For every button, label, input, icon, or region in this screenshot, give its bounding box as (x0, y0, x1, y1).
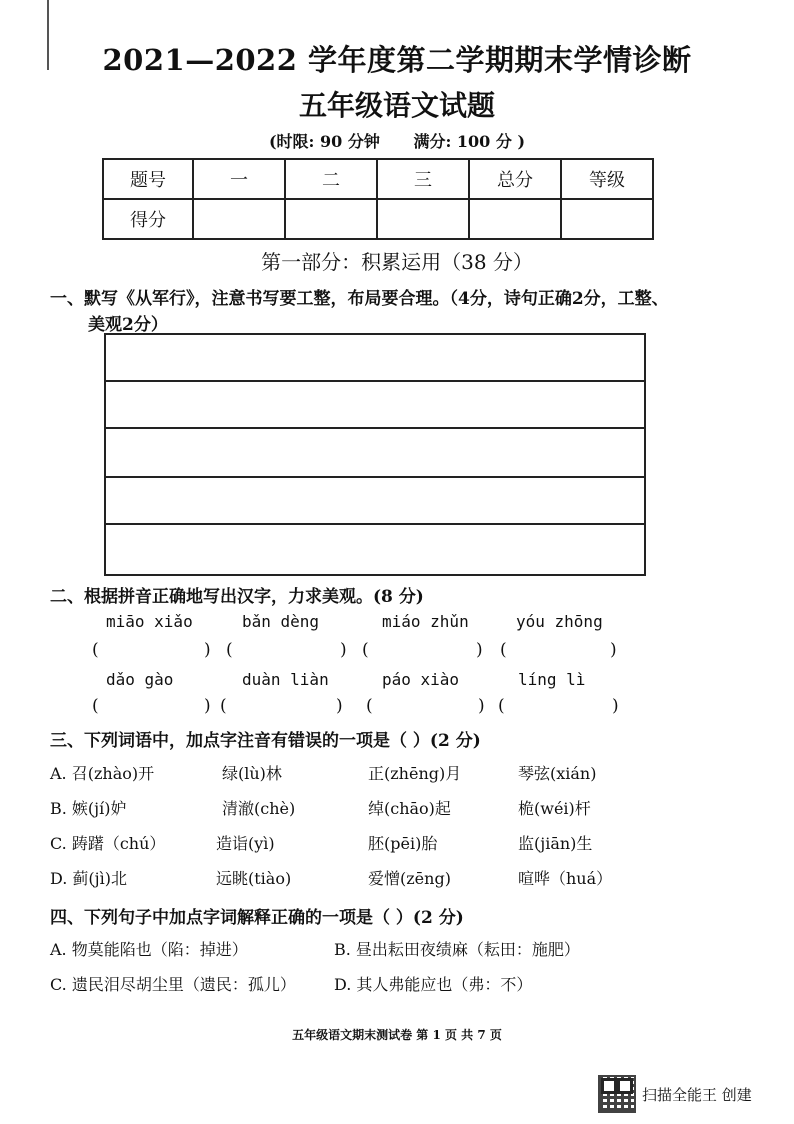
question-4-title: 四、下列句子中加点字词解释正确的一项是（ ）(2 分) (50, 908, 464, 928)
option-cell: C. 遗民泪尽胡尘里（遗民：孤儿） (50, 975, 296, 994)
table-cell: 一 (193, 159, 285, 199)
paren-close: ) (612, 696, 619, 716)
scanner-watermark (598, 1076, 752, 1112)
option-cell: 绰(chāo)起 (368, 799, 451, 818)
option-cell: 清澈(chè) (222, 799, 296, 818)
part-heading: 第一部分：积累运用（38 分） (261, 250, 533, 274)
writing-area[interactable] (104, 333, 646, 576)
pinyin: miāo xiǎo (106, 612, 193, 631)
table-cell: 得分 (103, 199, 193, 239)
question-3-title: 三、下列词语中，加点字注音有错误的一项是（ ）(2 分) (50, 731, 481, 751)
paren-close: ) (204, 696, 211, 716)
time-limit: (时限: 90 分钟 (268, 132, 380, 151)
pinyin: páo xiào (382, 670, 460, 689)
page-footer: 五年级语文期末测试卷 第 1 页 共 7 页 (292, 1028, 502, 1042)
option-cell: 桅(wéi)杆 (518, 799, 591, 818)
full-score: 满分: 100 分 ) (413, 132, 526, 151)
score-input-cell[interactable] (377, 199, 469, 239)
paren-close: ) (476, 640, 483, 660)
exam-subtitle: 五年级语文试题 (298, 89, 495, 122)
question-2-title: 二、根据拼音正确地写出汉字，力求美观。(8 分) (50, 587, 424, 607)
option-cell: 喧哗（huá） (518, 869, 613, 888)
writing-line (106, 380, 644, 382)
pinyin: duàn liàn (242, 670, 329, 689)
score-input-cell[interactable] (193, 199, 285, 239)
table-cell: 等级 (561, 159, 653, 199)
paren-open: ( (500, 640, 507, 660)
pinyin: dǎo gào (106, 670, 174, 689)
option-cell: 琴弦(xián) (518, 764, 597, 783)
paren-open: ( (226, 640, 233, 660)
watermark-text: 扫描全能王 创建 (642, 1085, 752, 1104)
option-cell: A. 物莫能陷也（陷：掉进） (50, 940, 248, 959)
paren-close: ) (340, 640, 347, 660)
pinyin: miáo zhǔn (382, 612, 469, 631)
option-cell: B. 昼出耘田夜绩麻（耘田：施肥） (334, 940, 580, 959)
option-cell: A. 召(zhào)开 (50, 764, 155, 783)
option-cell: 监(jiān)生 (518, 834, 593, 853)
paren-open: ( (92, 640, 99, 660)
paren-close: ) (610, 640, 617, 660)
paren-open: ( (362, 640, 369, 660)
paren-close: ) (204, 640, 211, 660)
table-cell: 二 (285, 159, 377, 199)
table-cell: 题号 (103, 159, 193, 199)
score-input-cell[interactable] (469, 199, 561, 239)
pinyin: yóu zhōng (516, 612, 603, 631)
writing-line (106, 523, 644, 525)
paren-open: ( (220, 696, 227, 716)
option-cell: D. 其人弗能应也（弗：不） (334, 975, 533, 994)
paren-open: ( (498, 696, 505, 716)
table-row (103, 159, 653, 199)
pinyin: bǎn dèng (242, 612, 320, 631)
option-cell: 胚(pēi)胎 (368, 834, 438, 853)
option-cell: 绿(lù)林 (222, 764, 282, 783)
writing-line (106, 476, 644, 478)
question-1-line2: 美观2分） (88, 315, 168, 335)
option-cell: 正(zhēng)月 (368, 764, 462, 783)
paren-open: ( (366, 696, 373, 716)
paren-open: ( (92, 696, 99, 716)
option-cell: D. 蓟(jì)北 (50, 869, 127, 888)
question-1-line1: 一、默写《从军行》，注意书写要工整，布局要合理。（4分，诗句正确2分，工整、 (50, 289, 669, 309)
table-cell: 三 (377, 159, 469, 199)
paren-close: ) (478, 696, 485, 716)
option-cell: 爱憎(zēng) (368, 869, 451, 888)
writing-line (106, 427, 644, 429)
option-cell: B. 嫉(jí)妒 (50, 799, 127, 818)
score-input-cell[interactable] (561, 199, 653, 239)
table-row (103, 199, 653, 239)
qr-code-icon (598, 1075, 636, 1113)
table-cell: 总分 (469, 159, 561, 199)
option-cell: 造诣(yì) (216, 834, 275, 853)
exam-title: 2021—2022 学年度第二学期期末学情诊断 (102, 43, 692, 77)
score-input-cell[interactable] (285, 199, 377, 239)
pinyin: líng lì (518, 670, 586, 689)
option-cell: C. 踌躇（chú） (50, 834, 166, 853)
paren-close: ) (336, 696, 343, 716)
exam-info (0, 129, 794, 152)
score-table (102, 158, 654, 240)
option-cell: 远眺(tiào) (216, 869, 292, 888)
